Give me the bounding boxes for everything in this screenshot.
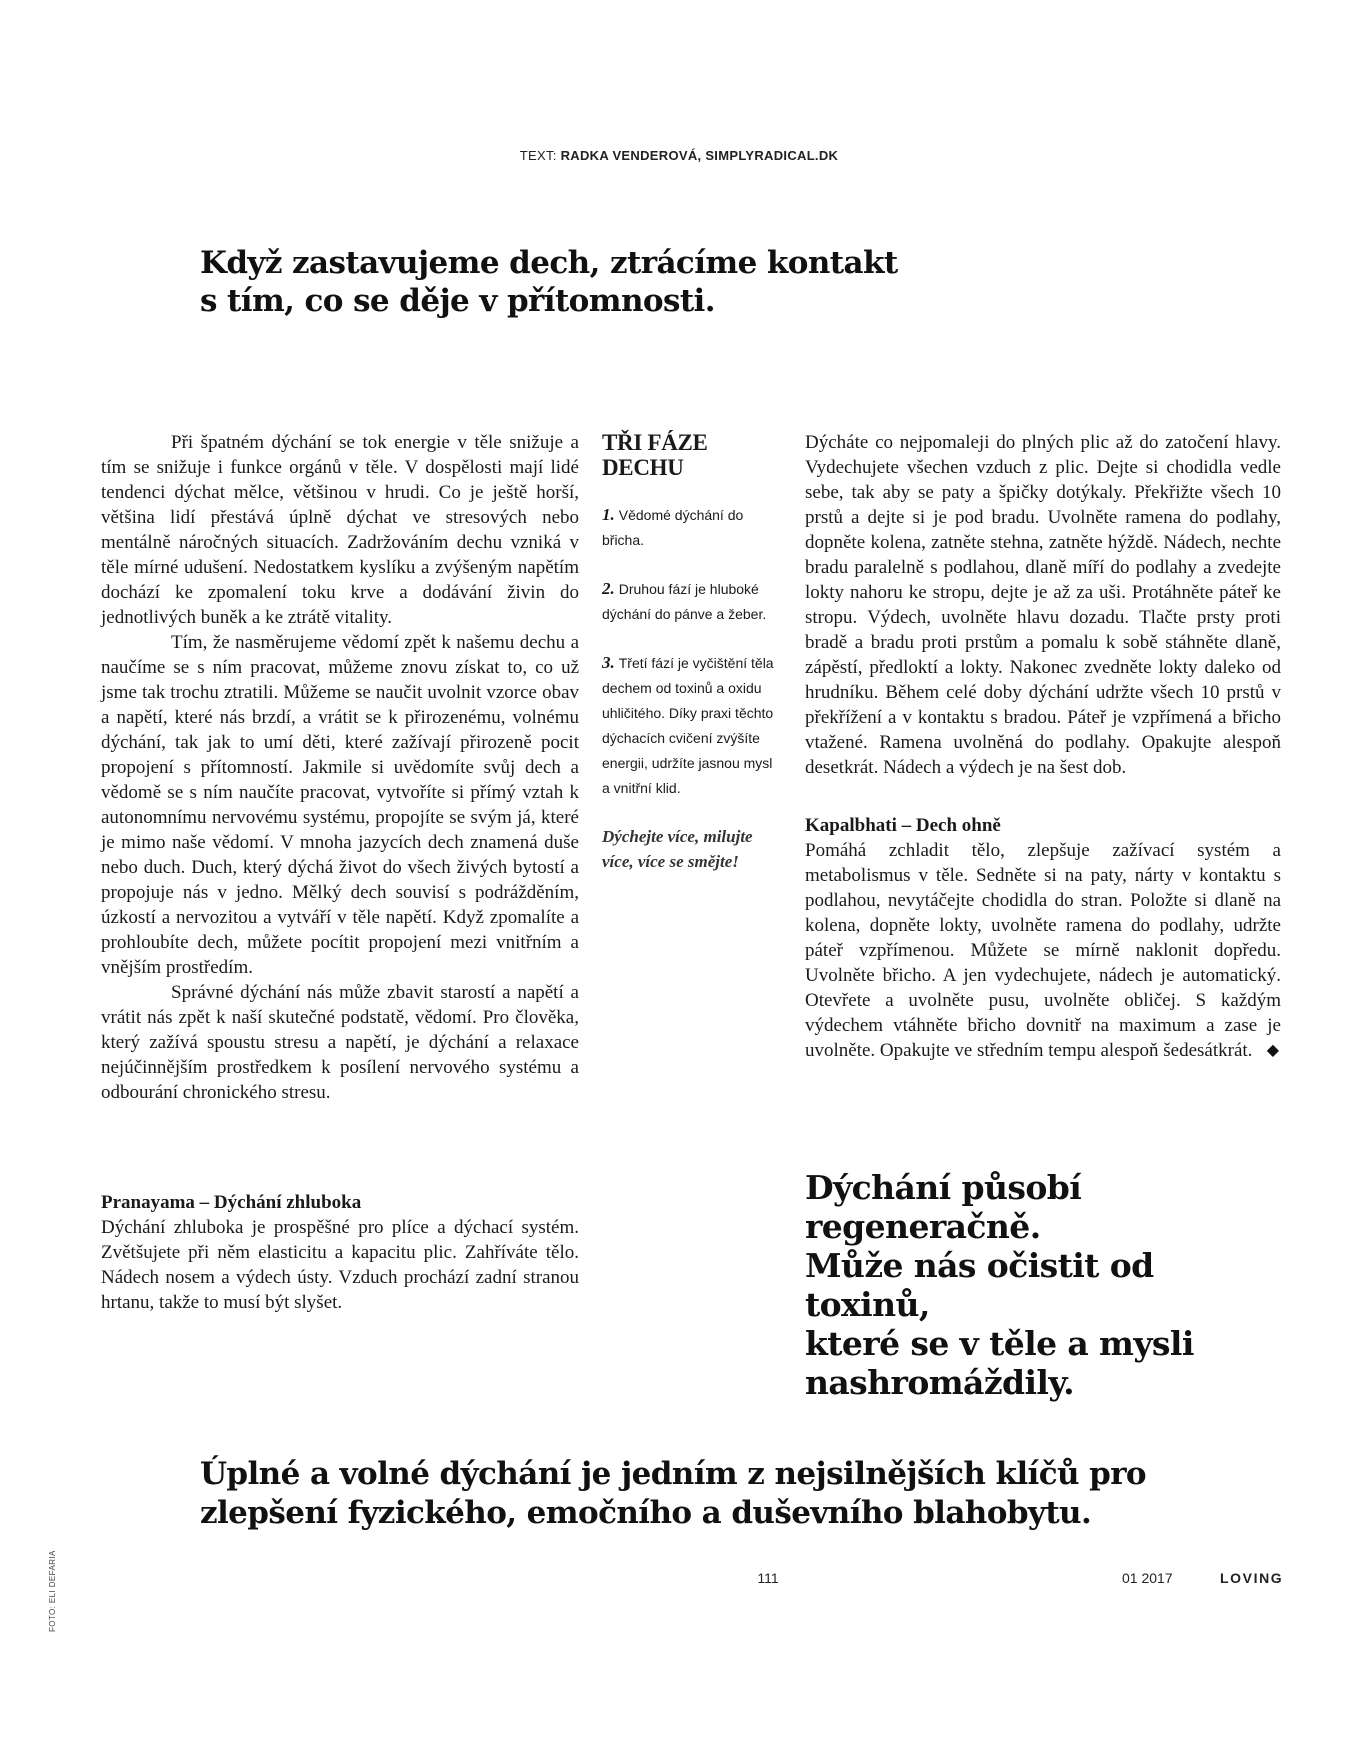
end-mark-icon: ◆ — [1266, 1042, 1279, 1059]
pull-quote-right-line3: které se v těle a mysli — [805, 1324, 1194, 1363]
credit-label: TEXT: — [519, 148, 557, 163]
pull-quote-right-line2: Může nás očistit od toxinů, — [805, 1246, 1154, 1324]
sidebar-item-1 — [602, 502, 782, 553]
credit-author: RADKA VENDEROVÁ, SIMPLYRADICAL.DK — [560, 148, 839, 163]
right-column — [805, 430, 1281, 1063]
pull-quote-right-line4: nashromáždily. — [805, 1363, 1075, 1402]
sidebar-tagline: Dýchejte více, milujte více, více se smějte! — [602, 827, 753, 871]
kapalbhati-text: Pomáhá zchladit tělo, zlepšuje zažívací systém a metabolismus v těle. Sedněte si na paty, nárty v kontaktu s podlahou, nevytáčejte chodidla do stran. Položte si dlaně na kolena, dopněte lokty, uvolněte ramena do podlahy, udržte páteř vzpřímenou. Můžete se mírně naklonit dopředu. Uvolněte břicho. A jen vydechujete, nádech je automatický. Otevřete a uvolněte pusu, uvolněte obličej. S každým výdechem vtáhněte břicho dovnitř na maximum a zase je uvolněte. Opakujte ve středním tempu alespoň šedesátkrát. — [805, 840, 1281, 1061]
page-number: 111 — [757, 1570, 779, 1586]
sidebar-item-3-text: Třetí fází je vyčištění těla dechem od toxinů a oxidu uhličitého. Díky praxi těchto dýchacích cvičení zvýšíte energii, udržíte jasnou mysl a vnitřní klid. — [602, 655, 774, 796]
pull-quote-bottom-line1: Úplné a volné dýchání je jedním z nejsilnějších klíčů pro — [200, 1456, 1147, 1492]
sidebar-item-2 — [602, 576, 782, 627]
sidebar-item-1-number: 1. — [602, 505, 615, 524]
pranayama-heading: Pranayama – Dýchání zhluboka — [101, 1192, 362, 1213]
pull-quote-right — [805, 1168, 1285, 1402]
pull-quote-top — [200, 244, 920, 320]
kapalbhati-paragraph — [805, 838, 1281, 1063]
sidebar-item-3-number: 3. — [602, 653, 615, 672]
left-paragraph-1: Při špatném dýchání se tok energie v těle snižuje a tím se snižuje i funkce orgánů v těle. V dospělosti mají lidé tendenci dýchat mělce, většinou v hrudi. Co je ještě horší, většina lidí přestává úplně dýchat ve stresových nebo mentálně náročných situacích. Zadržováním dechu vzniká v těle mírné udušení. Nedostatkem kyslíku a zvýšeným napětím dochází ke zpomalení toku krve a dodávání živin do jednotlivých buněk a ke ztrátě vitality. — [101, 432, 579, 628]
sidebar-item-2-number: 2. — [602, 579, 615, 598]
pull-quote-top-line1: Když zastavujeme dech, ztrácíme kontakt — [200, 245, 898, 281]
photo-credit: FOTO: ELI DEFARIA — [48, 1550, 57, 1632]
pull-quote-bottom-line2: zlepšení fyzického, emočního a duševního blahobytu. — [200, 1495, 1092, 1531]
kapalbhati-heading: Kapalbhati – Dech ohně — [805, 815, 1001, 836]
magazine-name: LOVING — [1220, 1570, 1284, 1586]
pull-quote-top-line2: s tím, co se děje v přítomnosti. — [200, 283, 715, 319]
sidebar-item-1-text: Vědomé dýchání do břicha. — [602, 507, 744, 548]
sidebar-item-2-text: Druhou fází je hluboké dýchání do pánve a žeber. — [602, 581, 767, 622]
left-column — [101, 430, 579, 1105]
pull-quote-right-line1: Dýchání působí regeneračně. — [805, 1168, 1082, 1246]
pranayama-section — [101, 1190, 579, 1315]
sidebar-box — [602, 430, 782, 874]
pranayama-text: Dýchání zhluboka je prospěšné pro plíce a dýchací systém. Zvětšujete při něm elasticitu a kapacitu plic. Zahříváte tělo. Nádech nosem a výdech ústy. Vzduch prochází zadní stranou hrtanu, takže to musí být slyšet. — [101, 1217, 579, 1313]
issue-date: 01 2017 — [1122, 1570, 1173, 1586]
left-paragraph-2: Tím, že nasměrujeme vědomí zpět k našemu dechu a naučíme se s ním pracovat, můžeme znovu získat to, co už jsme tak trochu ztratili. Můžeme se naučit uvolnit vzorce obav a napětí, které nás brzdí, a vrátit se k přirozenému, volnému dýchání, tak jak to umí děti, které zažívají přirozeně pocit propojení s přítomností. Jakmile si uvědomíte svůj dech a vědomě se s ním naučíte pracovat, vytvoříte si přímý vztah k autonomnímu nervovému systému, propojíte se svým já, které je mimo naše vědomí. V mnoha jazycích dech znamená duše nebo duch. Duch, který dýchá život do všech živých bytostí a propojuje nás v jedno. Mělký dech souvisí s podrážděním, úzkostí a nervozitou a vytváří v těle napětí. Když zpomalíte a prohloubíte dech, můžete pocítit propojení mezi vnitřním a vnějším prostředím. — [101, 632, 579, 978]
author-credit — [0, 148, 1358, 163]
sidebar-title: TŘI FÁZE DECHU — [602, 430, 708, 480]
right-column-text: Dýcháte co nejpomaleji do plných plic až do zatočení hlavy. Vydechujete všechen vzduch z plic. Dejte si chodidla vedle sebe, tak aby se paty a špičky dotýkaly. Překřižte všech 10 prstů a dejte si je pod bradu. Uvolněte ramena do podlahy, dopněte kolena, zatněte stehna, zatněte hýždě. Nádech, nechte bradu paralelně s podlahou, dlaně míří do podlahy a zvedejte lokty nahoru ke stropu, dejte je až za uši. Protáhněte páteř ke stropu. Výdech, uvolněte hlavu dozadu. Tlačte prsty proti bradě a bradu proti prstům a pomalu k sobě stáhněte dlaně, zápěstí, předloktí a lokty. Nakonec zvedněte lokty daleko od hrudníku. Během celé doby dýchání udržte všech 10 prstů v překřížení a v kontaktu s bradou. Páteř je vzpřímená a břicho vtažené. Ramena uvolněná do podlahy. Opakujte alespoň desetkrát. Nádech a výdech je na šest dob. — [805, 432, 1281, 778]
sidebar-item-3 — [602, 650, 782, 801]
pull-quote-bottom — [200, 1455, 1200, 1533]
left-paragraph-3: Správné dýchání nás může zbavit starostí a napětí a vrátit nás zpět k naší skutečné podstatě, vědomí. Pro člověka, který zažívá spoustu stresu a napětí, je dýchání a relaxace nejúčinnějším prostředkem k posílení nervového systému a odbourání chronického stresu. — [101, 982, 579, 1103]
